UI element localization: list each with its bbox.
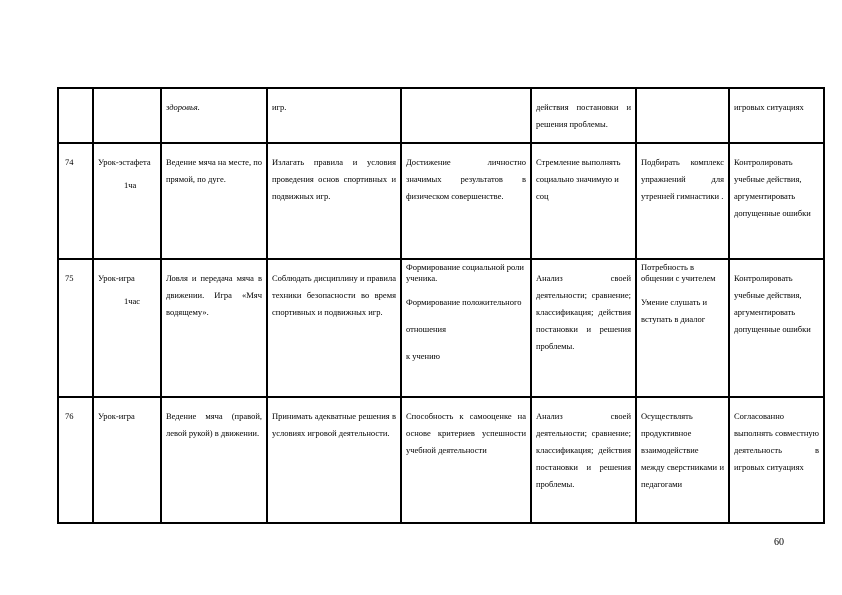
cognitive-uud: действия постановки и решения проблемы.: [531, 88, 636, 143]
subject-results: игр.: [267, 88, 401, 143]
personal-results-line: Формирование положительного: [406, 297, 522, 307]
lesson-type: [93, 143, 161, 259]
cognitive-uud: Анализ своей деятельности; сравнение; классификация; действия постановки и решения проблемы.: [531, 259, 636, 397]
subject-results: Излагать правила и условия проведения основ спортивных и подвижных игр.: [267, 143, 401, 259]
communicative-uud: Осуществлять продуктивное взаимодействие между сверстниками и педагогами: [636, 397, 729, 523]
regulatory-uud: Контролировать учебные действия, аргументировать допущенные ошибки: [729, 259, 824, 397]
lesson-number: 76: [58, 397, 93, 523]
personal-results: Достижение личностно значимых результатов в физическом совершенстве.: [401, 143, 531, 259]
lesson-plan-table: [57, 87, 825, 524]
table-row: [58, 259, 824, 397]
lesson-content: Ведение мяча (правой, левой рукой) в движении.: [161, 397, 267, 523]
cognitive-uud: Стремление выполнять социально значимую и соц: [531, 143, 636, 259]
table-row: [58, 397, 824, 523]
personal-results-line: отношения: [406, 324, 446, 334]
table-row: [58, 88, 824, 143]
cognitive-uud: Анализ своей деятельности; сравнение; классификация; действия постановки и решения проблемы.: [531, 397, 636, 523]
personal-results-line: Формирование социальной роли ученика.: [406, 262, 524, 283]
lesson-type-label: Урок-игра: [98, 273, 135, 283]
regulatory-uud: Согласованно выполнять совместную деятельность в игровых ситуациях: [729, 397, 824, 523]
lesson-type-label: Урок-игра: [98, 411, 135, 421]
personal-results: [401, 259, 531, 397]
lesson-type: [93, 88, 161, 143]
regulatory-uud: игровых ситуациях: [729, 88, 824, 143]
communicative-uud-line: Умение слушать и вступать в диалог: [641, 297, 708, 324]
table-row: [58, 143, 824, 259]
lesson-number: [58, 88, 93, 143]
communicative-uud-line: Потребность в общении с учителем: [641, 262, 716, 283]
lesson-number: 75: [58, 259, 93, 397]
subject-results: Соблюдать дисциплину и правила техники безопасности во время спортивных и подвижных игр.: [267, 259, 401, 397]
communicative-uud: [636, 259, 729, 397]
personal-results: [401, 88, 531, 143]
regulatory-uud: Контролировать учебные действия, аргументировать допущенные ошибки: [729, 143, 824, 259]
personal-results: Способность к самооценке на основе критериев успешности учебной деятельности: [401, 397, 531, 523]
lesson-content: Ведение мяча на месте, по прямой, по дуге.: [161, 143, 267, 259]
lesson-type: [93, 259, 161, 397]
communicative-uud: Подбирать комплекс упражнений для утренней гимнастики .: [636, 143, 729, 259]
lesson-type-label: Урок-эстафета: [98, 157, 151, 167]
personal-results-line: к учению: [406, 351, 440, 361]
lesson-hours: 1час: [124, 296, 141, 306]
subject-results: Принимать адекватные решения в условиях игровой деятельности.: [267, 397, 401, 523]
lesson-content: здоровья.: [161, 88, 267, 143]
lesson-hours: 1ча: [124, 180, 137, 190]
lesson-number: 74: [58, 143, 93, 259]
lesson-content: Ловля и передача мяча в движении. Игра «Мяч водящему».: [161, 259, 267, 397]
page-number: 60: [774, 537, 784, 548]
communicative-uud: [636, 88, 729, 143]
lesson-type: [93, 397, 161, 523]
